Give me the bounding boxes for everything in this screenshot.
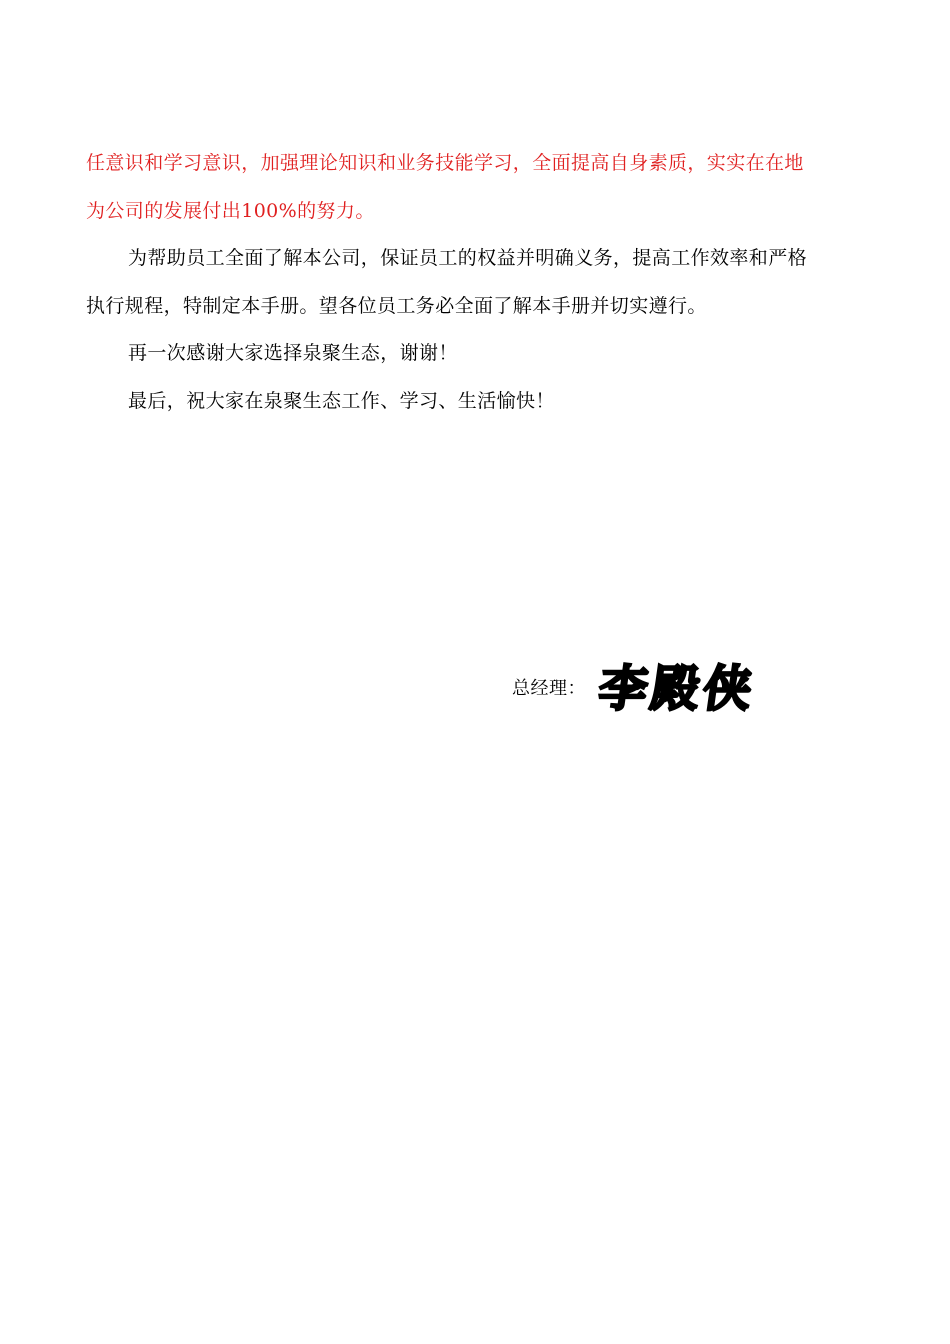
handwritten-signature: 李殿侠 [595,660,760,718]
signature-label: 总经理： [512,678,586,699]
text-line: 最后，祝大家在泉聚生态工作、学习、生活愉快！ [128,389,555,412]
text-line: 执行规程，特制定本手册。望各位员工务必全面了解本手册并切实遵行。 [86,294,707,317]
text-line: 任意识和学习意识，加强理论知识和业务技能学习，全面提高自身素质，实实在在地 [86,152,804,174]
paragraph-thanks [86,330,856,378]
text-line: 为公司的发展付出100%的努力。 [86,199,375,222]
paragraph-commitment [86,140,856,235]
paragraph-handbook-purpose [86,235,856,330]
paragraph-closing-wish [86,378,856,426]
text-line: 为帮助员工全面了解本公司，保证员工的权益并明确义务，提高工作效率和严格 [128,247,808,269]
signature-block [512,648,812,718]
letter-body [86,140,856,425]
text-line: 再一次感谢大家选择泉聚生态，谢谢！ [128,342,458,364]
